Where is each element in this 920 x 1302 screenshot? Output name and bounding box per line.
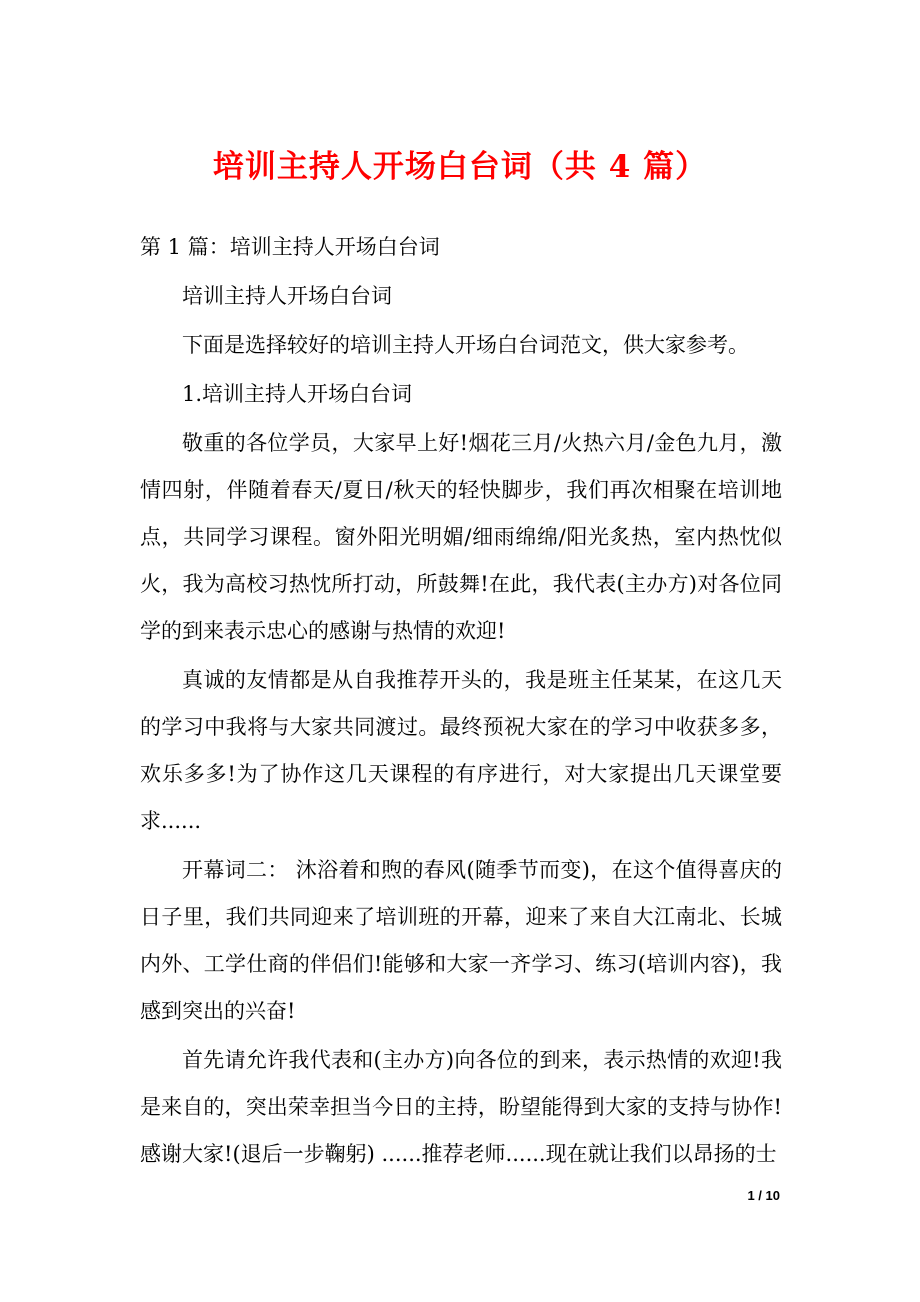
page-number: 1 / 10 — [747, 1188, 780, 1203]
body-paragraph: 真诚的友情都是从自我推荐开头的，我是班主任某某，在这几天的学习中我将与大家共同渡过。最终预祝大家在的学习中收获多多，欢乐多多!为了协作这几天课程的有序进行，对大家提出几天课堂要求...... — [140, 668, 782, 833]
body-paragraph: 敬重的各位学员，大家早上好!烟花三月/火热六月/金色九月，激情四射，伴随着春天/夏日/秋天的轻快脚步，我们再次相聚在培训地点，共同学习课程。窗外阳光明媚/细雨绵绵/阳光炙热，室内热忱似火，我为高校习热忱所打动，所鼓舞!在此，我代表(主办方)对各位同学的到来表示忠心的感谢与热情的欢迎! — [140, 431, 782, 643]
intro-paragraph: 下面是选择较好的培训主持人开场白台词范文，供大家参考。 — [182, 333, 749, 357]
document-body — [140, 224, 782, 1180]
body-paragraph: 首先请允许我代表和(主办方)向各位的到来，表示热情的欢迎!我是来自的，突出荣幸担当今日的主持，盼望能得到大家的支持与协作!感谢大家!(退后一步鞠躬) ......推荐老师......现在就让我们以昂扬的士 — [140, 1048, 782, 1166]
body-paragraph: 开幕词二： 沐浴着和煦的春风(随季节而变)，在这个值得喜庆的日子里，我们共同迎来了培训班的开幕，迎来了来自大江南北、长城内外、工学仕商的伴侣们!能够和大家一齐学习、练习(培训内容)，我感到突出的兴奋! — [140, 858, 782, 1023]
section-heading: 第 1 篇：培训主持人开场白台词 — [140, 235, 440, 259]
document-title: 培训主持人开场白台词（共 4 篇） — [212, 149, 708, 185]
item-heading: 1.培训主持人开场白台词 — [182, 382, 413, 406]
subheading: 培训主持人开场白台词 — [182, 284, 392, 308]
